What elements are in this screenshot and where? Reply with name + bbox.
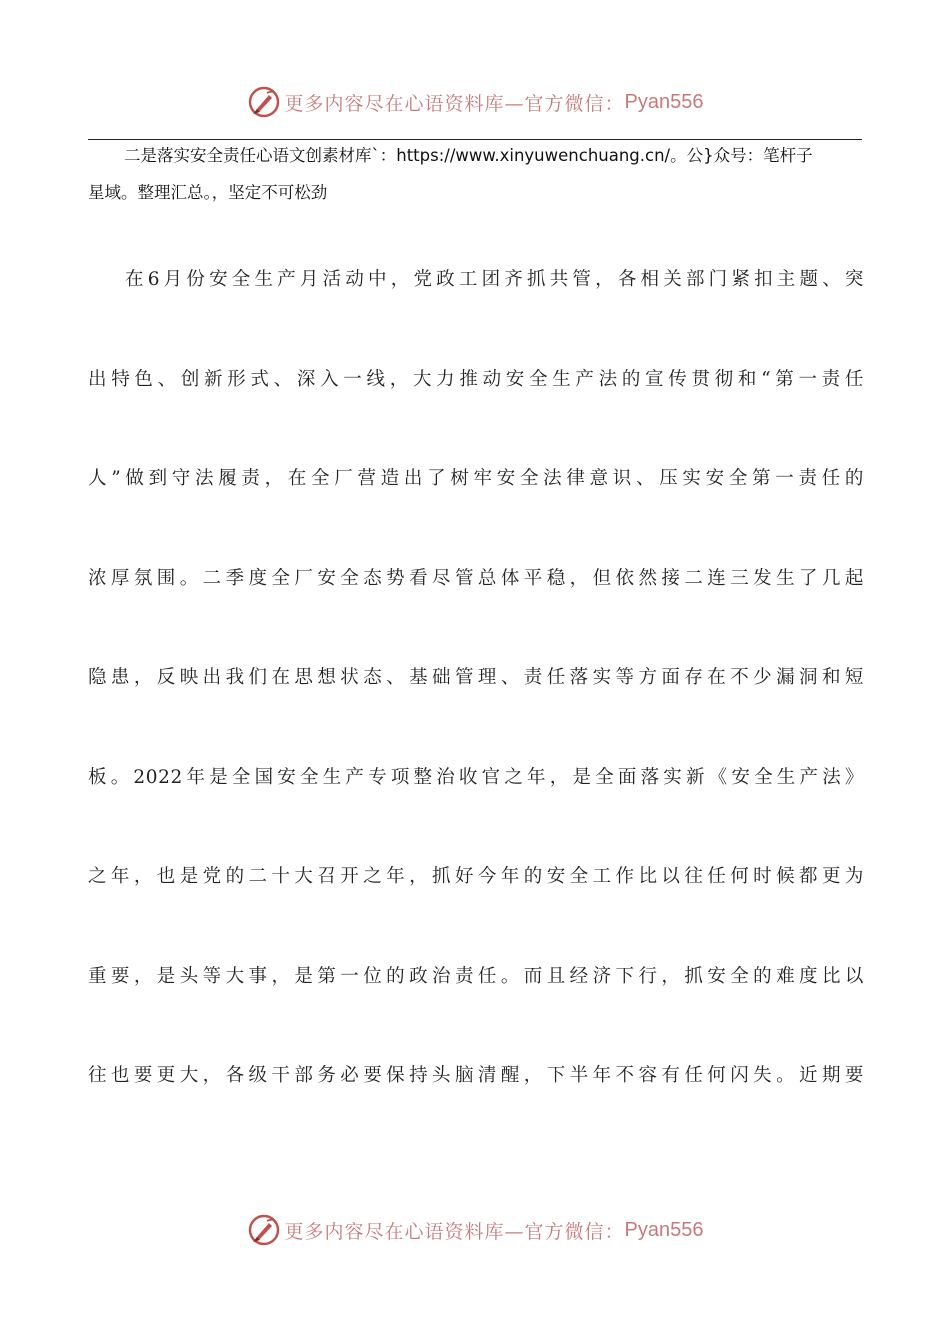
header-divider (88, 139, 862, 140)
body-paragraph (88, 260, 864, 1156)
paragraph-line: 出特色、创新形式、深入一线，大力推动安全生产法的宣传贯彻和“第一责任 (88, 368, 864, 390)
paragraph-line: 隐患，反映出我们在思想状态、基础管理、责任落实等方面存在不少漏洞和短 (88, 667, 864, 688)
footer-banner-handle: Pyan556 (624, 1218, 704, 1241)
paragraph-line: 之年，也是党的二十大召开之年，抓好今年的安全工作比以往任何时候都更为 (88, 866, 864, 887)
footer-banner (0, 1208, 950, 1252)
paragraph-line: 在6月份安全生产月活动中，党政工团齐抓共管，各相关部门紧扣主题、突 (125, 269, 864, 290)
footer-banner-text: 更多内容尽在心语资料库—官方微信： (284, 1220, 625, 1243)
intro-line-1: 二是落实安全责任心语文创素材库`：https://www.xinyuwenchuang.cn/。公}众号：笔杆子 (124, 146, 813, 165)
header-banner (0, 80, 950, 124)
header-banner-text: 更多内容尽在心语资料库—官方微信： (284, 92, 625, 115)
paragraph-line: 重要，是头等大事，是第一位的政治责任。而且经济下行，抓安全的难度比以 (88, 965, 864, 987)
paragraph-line: 浓厚氛围。二季度全厂安全态势看尽管总体平稳，但依然接二连三发生了几起 (88, 567, 864, 589)
pen-logo-icon (247, 1213, 281, 1247)
intro-line-2: 星域。整理汇总。，坚定不可松劲 (88, 183, 328, 202)
paragraph-line: 板。2022年是全国安全生产专项整治收官之年，是全面落实新《安全生产法》 (88, 766, 864, 788)
pen-logo-icon (247, 85, 281, 119)
intro-section (88, 142, 864, 207)
header-banner-handle: Pyan556 (624, 90, 704, 113)
paragraph-line: 往也要更大，各级干部务必要保持头脑清醒，下半年不容有任何闪失。近期要 (88, 1065, 864, 1086)
paragraph-line: 人”做到守法履责，在全厂营造出了树牢安全法律意识、压实安全第一责任的 (88, 468, 864, 489)
